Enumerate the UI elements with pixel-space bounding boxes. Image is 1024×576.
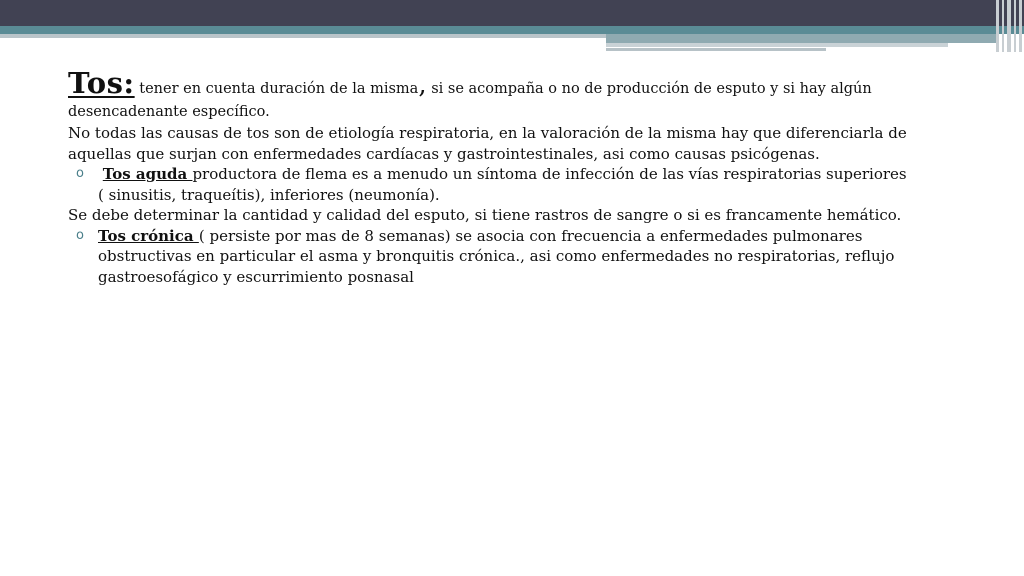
header-rule [0, 34, 606, 38]
list-item [68, 164, 908, 205]
title-intro-continued: si se acompaña o no de producción de esputo y si hay algún desencadenante específico. [68, 81, 872, 120]
header-rule [606, 48, 826, 51]
bullet-text: productora de flema es a menudo un síntoma de infección de las vías respiratorias superiores ( sinusitis, traqueítis), inferiores (neumonía). [98, 165, 907, 204]
header-vertical-bars [994, 0, 1024, 52]
slide-title: Tos: [68, 66, 135, 100]
title-comma: , [418, 70, 427, 100]
header-band-dark [0, 0, 1024, 26]
body-paragraph: Se debe determinar la cantidad y calidad del esputo, si tiene rastros de sangre o si es francamente hemático. [68, 206, 902, 224]
title-intro: tener en cuenta duración de la misma [134, 81, 419, 97]
header-rule [606, 34, 996, 43]
title-paragraph [68, 66, 908, 123]
bullet-text: ( persiste por mas de 8 semanas) se asocia con frecuencia a enfermedades pulmonares obstructivas en particular el asma y bronquitis crónica., asi como enfermedades no respiratorias, reflujo gastroesofágico y escurrimiento posnasal [98, 226, 895, 286]
bullet-circle-icon: o [76, 227, 84, 243]
list-item [68, 226, 908, 288]
bullet-circle-icon: o [76, 166, 84, 181]
body-paragraph: No todas las causas de tos son de etiología respiratoria, en la valoración de la misma hay que diferenciarla de aquellas que surjan con enfermedades cardíacas y gastrointestinales, asi como causas psicógenas. [68, 124, 907, 163]
header-band-teal [0, 26, 1024, 34]
bullet-term: Tos crónica [98, 226, 199, 245]
slide-body [68, 66, 908, 287]
bullet-term: Tos aguda [102, 165, 193, 183]
header-rule [606, 43, 948, 47]
